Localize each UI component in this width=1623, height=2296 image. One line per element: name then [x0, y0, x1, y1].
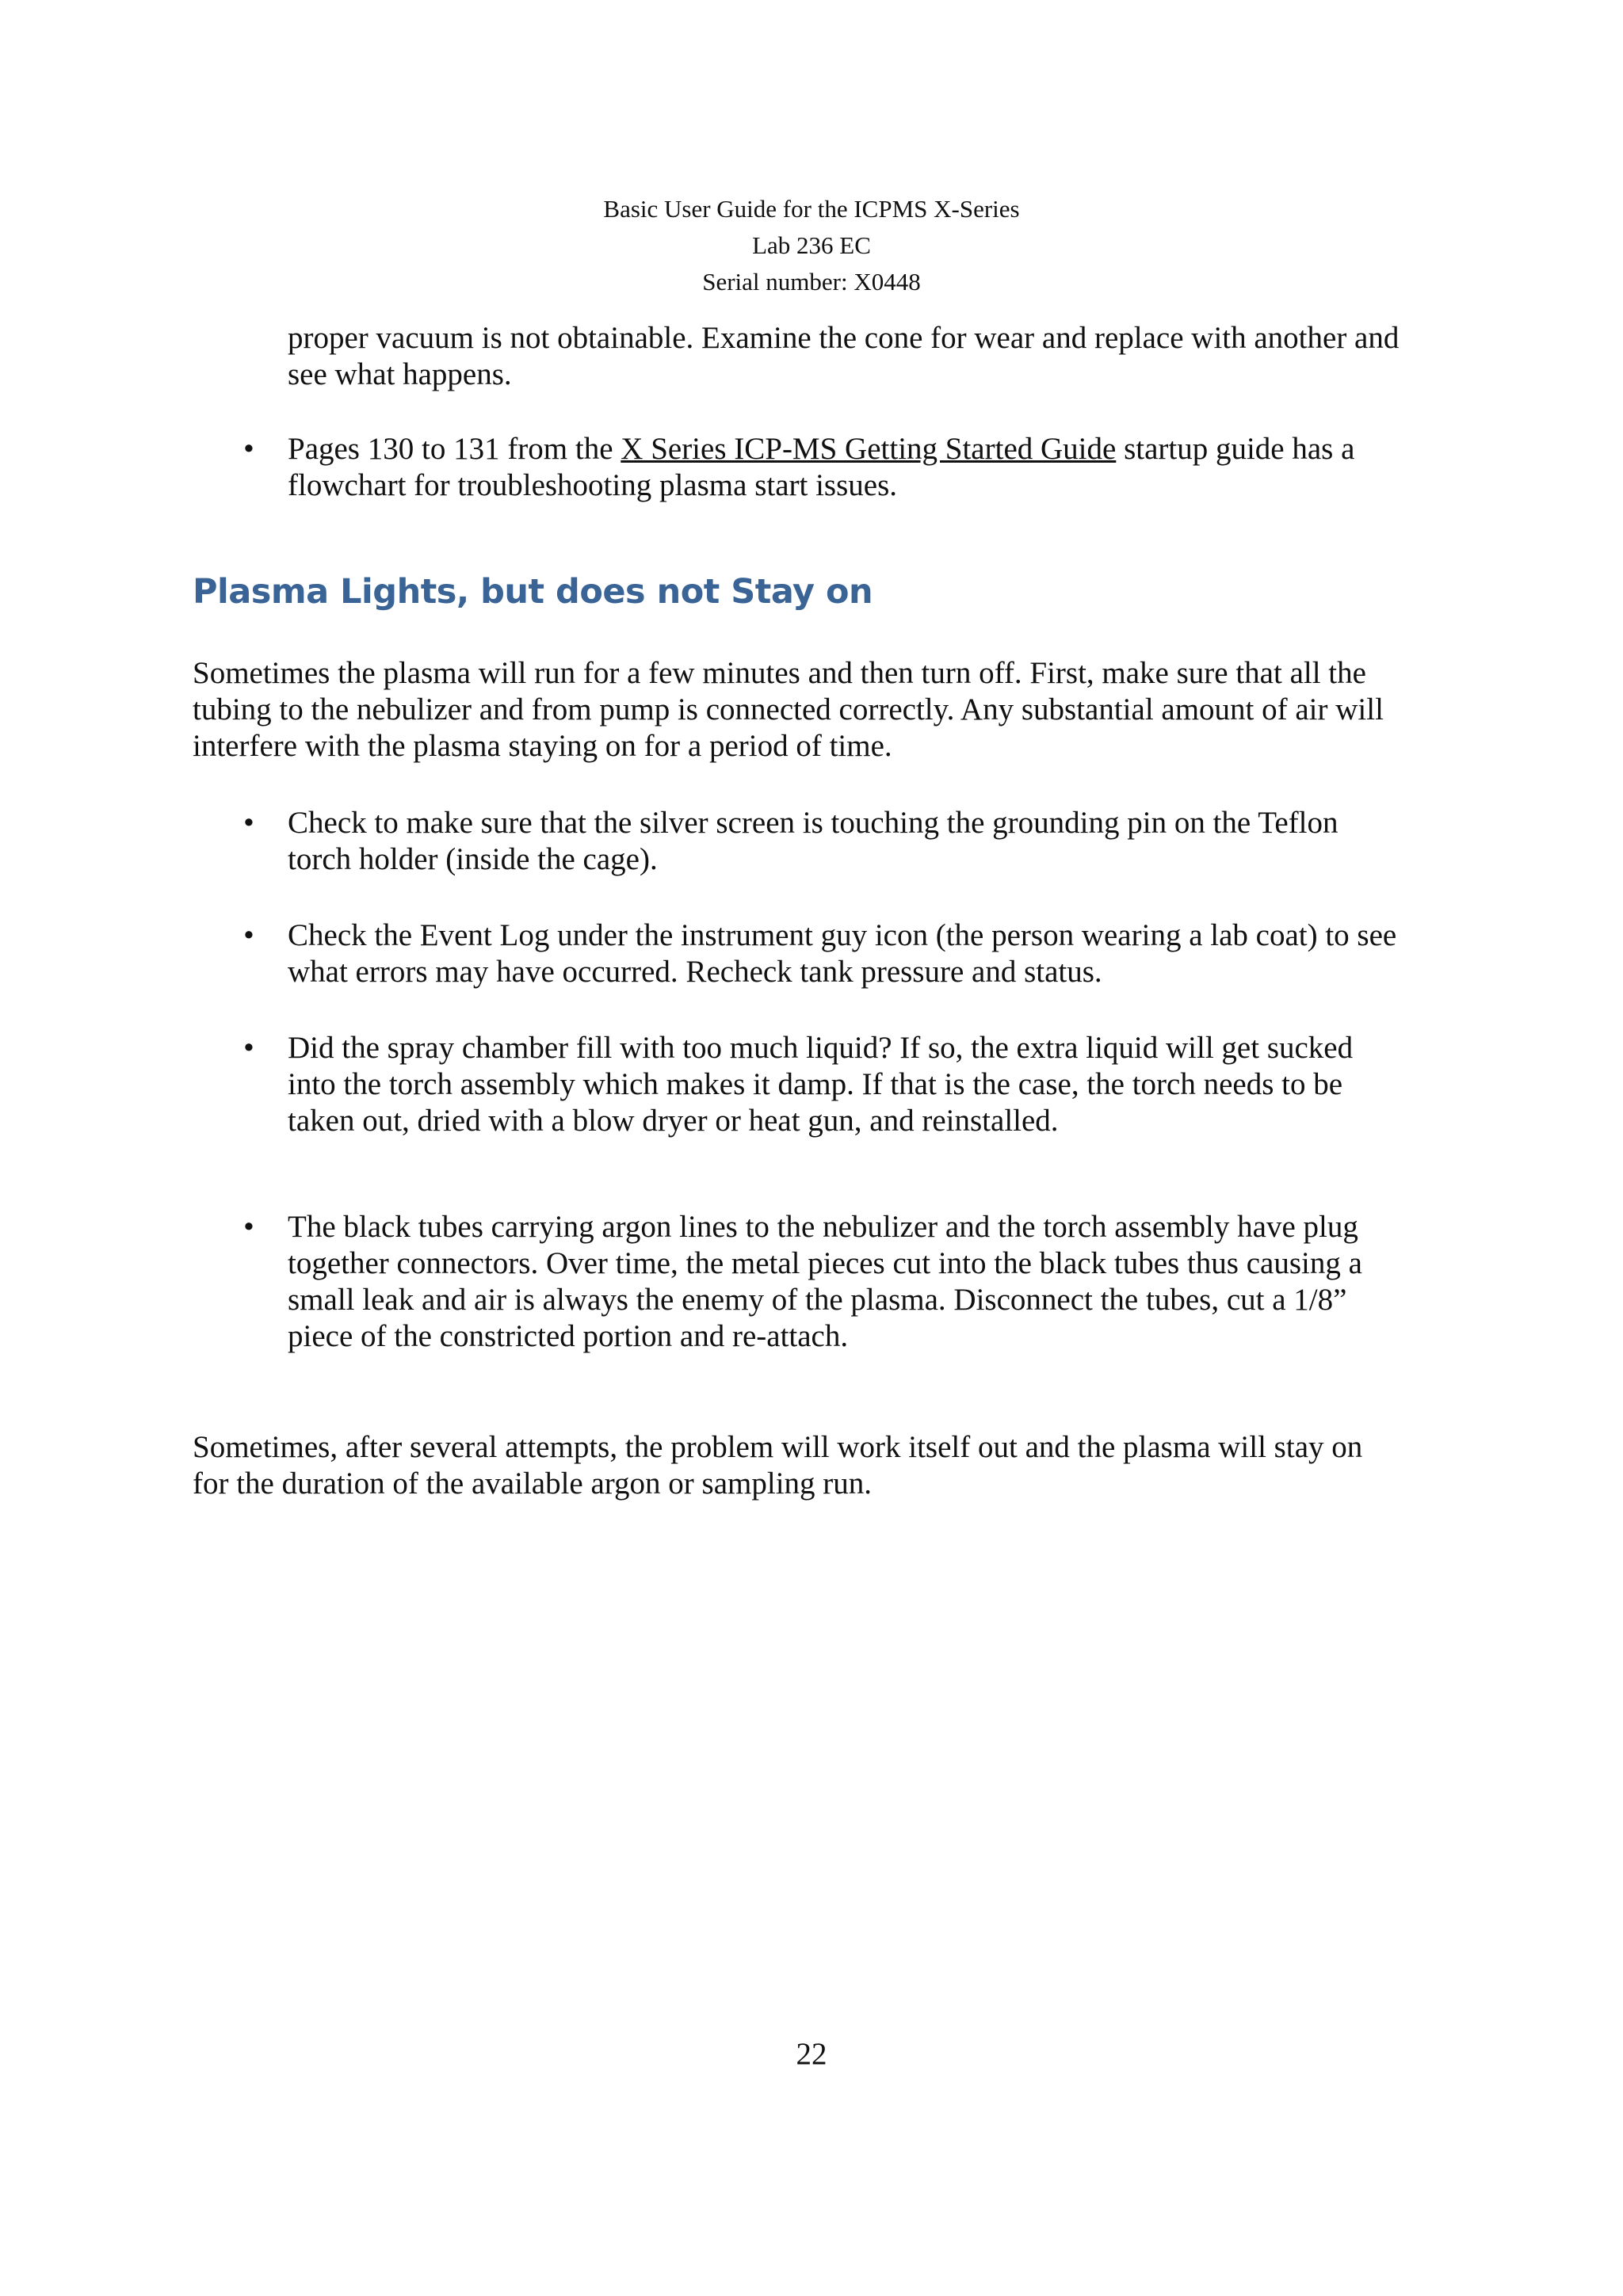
list-item-line: what errors may have occurred. Recheck tank pressure and status. [288, 955, 1102, 989]
bullet-icon: • [243, 806, 254, 840]
list-item-line: Did the spray chamber fill with too much liquid? If so, the extra liquid will get sucked [288, 1031, 1354, 1065]
continued-line-2: see what happens. [288, 357, 512, 391]
section-heading: Plasma Lights, but does not Stay on [193, 572, 873, 612]
list-item-text [288, 1209, 1476, 1355]
intro-line-3: interfere with the plasma staying on for a period of time. [193, 729, 892, 763]
list-item-line-1 [288, 431, 1476, 467]
bullet-icon: • [243, 1031, 254, 1065]
intro-line-2: tubing to the nebulizer and from pump is connected correctly. Any substantial amount of air will [193, 692, 1384, 727]
header-lab: Lab 236 EC [752, 231, 871, 259]
list-item-text [288, 1030, 1476, 1139]
bullet-icon: • [243, 918, 254, 952]
list-item-line: together connectors. Over time, the metal pieces cut into the black tubes thus causing a [288, 1246, 1362, 1280]
list-item-text [288, 431, 1476, 504]
list-item-text [288, 917, 1476, 990]
closing-line-2: for the duration of the available argon or sampling run. [193, 1466, 873, 1501]
running-header [0, 191, 1623, 300]
list-item-line: Check the Event Log under the instrument guy icon (the person wearing a lab coat) to see [288, 918, 1397, 952]
header-serial: Serial number: X0448 [702, 268, 921, 296]
list-item-suffix: startup guide has a [1116, 432, 1355, 466]
closing-paragraph [193, 1429, 1453, 1502]
header-title: Basic User Guide for the ICPMS X-Series [603, 195, 1020, 223]
list-item-line: The black tubes carrying argon lines to the nebulizer and the torch assembly have plug [288, 1210, 1358, 1244]
list-item-line: Check to make sure that the silver screen is touching the grounding pin on the Teflon [288, 806, 1338, 840]
bullet-icon: • [243, 1210, 254, 1244]
list-item-line: small leak and air is always the enemy of the plasma. Disconnect the tubes, cut a 1/8” [288, 1283, 1347, 1317]
bullet-icon: • [243, 432, 254, 466]
intro-paragraph [193, 655, 1453, 765]
list-item-line: into the torch assembly which makes it damp. If that is the case, the torch needs to be [288, 1067, 1343, 1101]
list-item-line: torch holder (inside the cage). [288, 842, 658, 876]
list-item-line: taken out, dried with a blow dryer or heat gun, and reinstalled. [288, 1104, 1059, 1138]
intro-line-1: Sometimes the plasma will run for a few minutes and then turn off. First, make sure that all the [193, 656, 1366, 690]
list-item-line: piece of the constricted portion and re-attach. [288, 1319, 849, 1353]
list-item-line-2: flowchart for troubleshooting plasma start issues. [288, 468, 898, 502]
list-item-text [288, 805, 1476, 878]
list-item-prefix: Pages 130 to 131 from the [288, 432, 621, 466]
page-number: 22 [796, 2037, 827, 2071]
continued-paragraph [288, 320, 1476, 393]
getting-started-guide-link[interactable]: X Series ICP-MS Getting Started Guide [621, 432, 1117, 466]
continued-line-1: proper vacuum is not obtainable. Examine the cone for wear and replace with another and [288, 321, 1400, 355]
closing-line-1: Sometimes, after several attempts, the problem will work itself out and the plasma will stay on [193, 1430, 1363, 1464]
